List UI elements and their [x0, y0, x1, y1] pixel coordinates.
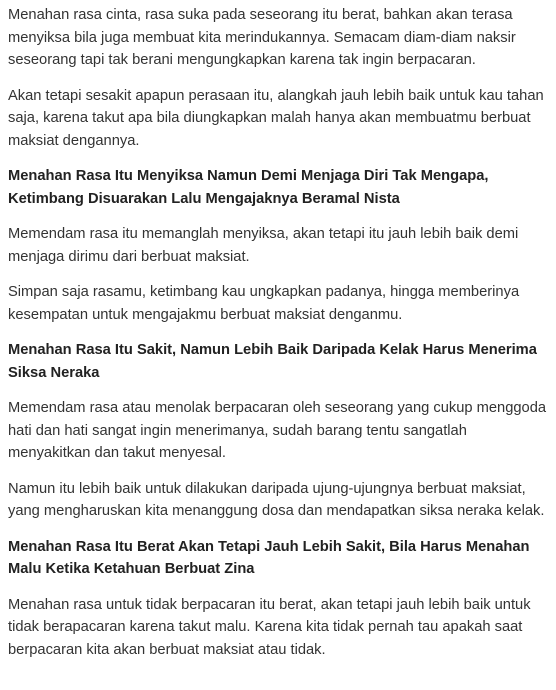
paragraph: Memendam rasa itu memanglah menyiksa, akan tetapi itu jauh lebih baik demi menjaga dirimu dari berbuat maksiat.: [8, 226, 519, 265]
paragraph: Menahan rasa untuk tidak berpacaran itu berat, akan tetapi jauh lebih baik untuk tidak berapacaran karena takut malu. Karena kita tidak pernah tau apakah saat berpacaran kita akan berbuat maksiat atau tidak.: [8, 596, 531, 658]
section-heading: Menahan Rasa Itu Berat Akan Tetapi Jauh Lebih Sakit, Bila Harus Menahan Malu Ketika Ketahuan Berbuat Zina: [8, 538, 530, 577]
paragraph: Menahan rasa cinta, rasa suka pada seseorang itu berat, bahkan akan terasa menyiksa bila juga membuat kita merindukannya. Semacam diam-diam naksir seseorang tapi tak berani mengungkapkan karena tak ingin berpacaran.: [8, 7, 516, 68]
section-heading: Menahan Rasa Itu Sakit, Namun Lebih Baik Daripada Kelak Harus Menerima Siksa Neraka: [8, 342, 537, 381]
section-heading: Menahan Rasa Itu Menyiksa Namun Demi Menjaga Diri Tak Mengapa, Ketimbang Disuarakan Lalu Mengajaknya Beramal Nista: [8, 168, 489, 207]
paragraph: Namun itu lebih baik untuk dilakukan daripada ujung-ujungnya berbuat maksiat, yang mengharuskan kita menanggung dosa dan mendapatkan siksa neraka kelak.: [8, 480, 545, 519]
paragraph: Memendam rasa atau menolak berpacaran oleh seseorang yang cukup menggoda hati dan hati sangat ingin menerimanya, sudah barang tentu sangatlah menyakitkan dan takut menyesal.: [8, 400, 547, 461]
paragraph: Akan tetapi sesakit apapun perasaan itu, alangkah jauh lebih baik untuk kau tahan saja, karena takut apa bila diungkapkan malah hanya akan membuatmu berbuat maksiat dengannya.: [8, 87, 544, 149]
paragraph: Simpan saja rasamu, ketimbang kau ungkapkan padanya, hingga memberinya kesempatan untuk mengajakmu berbuat maksiat denganmu.: [8, 284, 520, 323]
article-body: [8, 4, 548, 674]
